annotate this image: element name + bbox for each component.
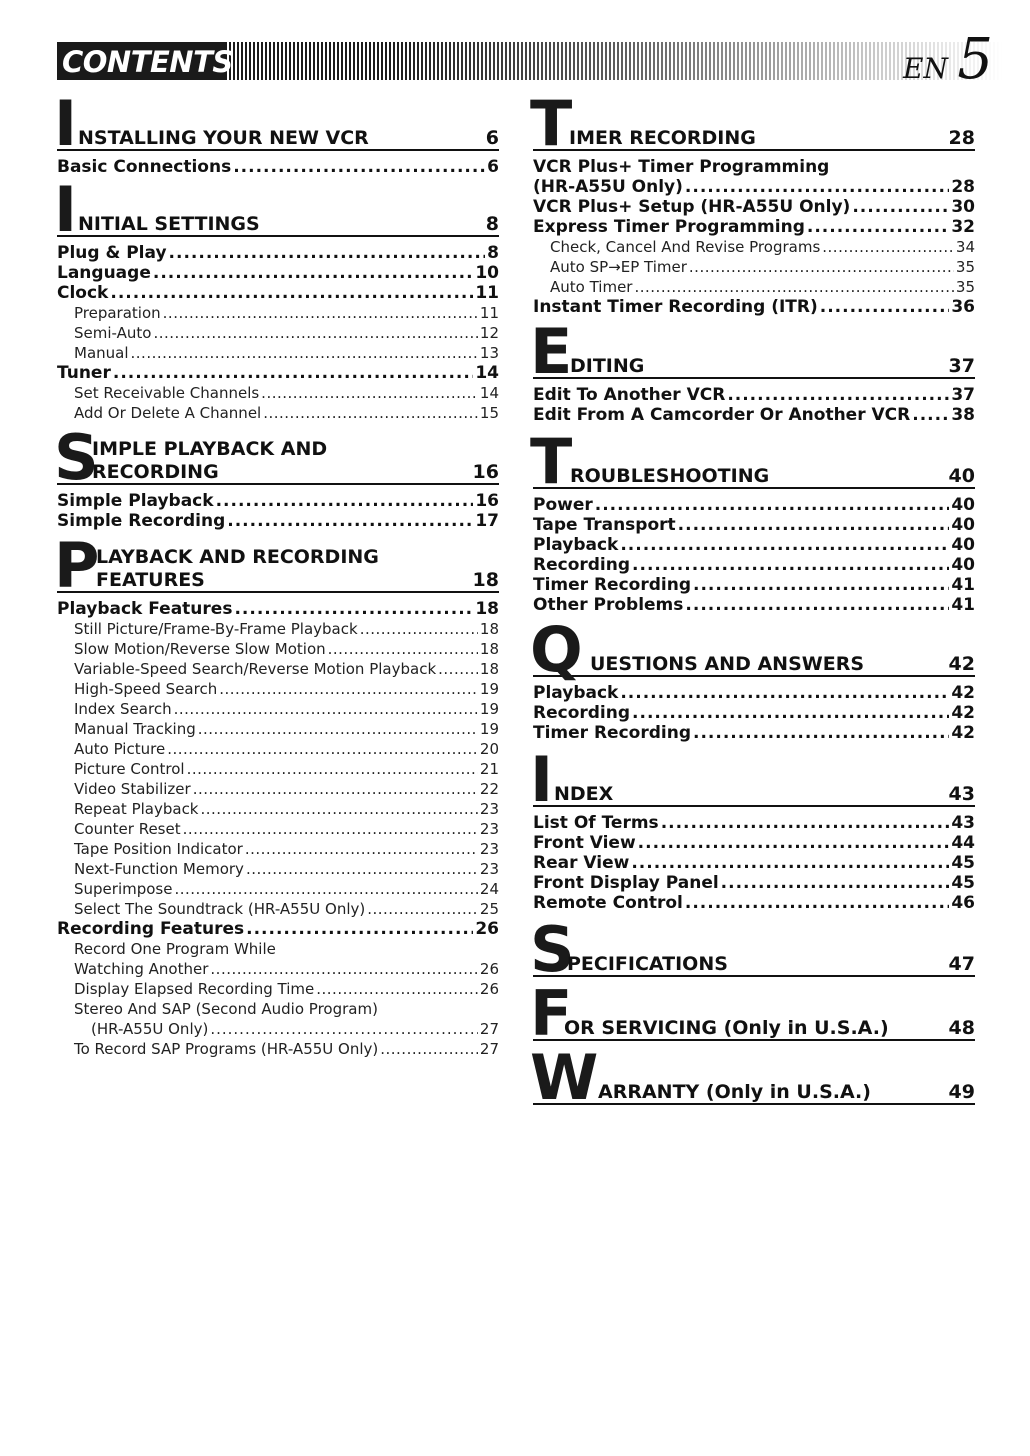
toc-entry[interactable] [57,403,499,423]
section-page-number: 48 [948,1017,975,1039]
toc-entry-label: Record One Program While [74,940,276,958]
toc-entry-label: Language [57,263,151,283]
toc-entry-page: 36 [951,297,975,317]
dot-leader [201,799,478,819]
toc-entry-page: 18 [479,660,499,678]
section-heading [530,87,975,160]
dot-leader [367,899,478,919]
dot-leader [634,277,953,297]
toc-entry-label: Playback [533,683,619,703]
toc-entry-label: Recording Features [57,919,245,939]
toc-entry-label: Auto Timer [550,278,633,296]
toc-entry-label: (HR-A55U Only) [533,177,683,197]
toc-entry[interactable] [57,599,499,619]
toc-entry-page: 44 [951,833,975,853]
toc-entry-label: Front View [533,833,636,853]
toc-entry[interactable] [57,659,499,679]
dot-leader [632,555,949,575]
toc-entry[interactable] [57,939,499,959]
section-page-number: 42 [948,653,975,675]
dot-leader [183,819,478,839]
toc-entry-page: 8 [487,243,499,263]
toc-entry-label: Display Elapsed Recording Time [74,980,315,998]
toc-entry[interactable] [533,555,975,575]
toc-entry-label: Stereo And SAP (Second Audio Program) [74,1000,378,1018]
toc-entry[interactable] [57,899,499,919]
toc-entry-page: 40 [951,555,975,575]
toc-entry-page: 34 [955,238,975,256]
toc-entry-page: 28 [951,177,975,197]
toc-entry-page: 23 [479,800,499,818]
section-page-number: 49 [948,1081,975,1103]
section-title: NDEX [554,783,614,805]
toc-entry[interactable] [533,683,975,703]
toc-entry[interactable] [533,535,975,555]
toc-entry[interactable] [57,919,499,939]
dot-leader [316,979,478,999]
section-heading [54,529,499,602]
toc-entry[interactable] [57,839,499,859]
toc-entry[interactable] [533,385,975,405]
dot-leader [153,323,477,343]
dot-leader [210,959,478,979]
toc-section [530,977,975,1050]
toc-entry-label: Select The Soundtrack (HR-A55U Only) [74,900,366,918]
toc-entry-page: 6 [487,157,499,177]
toc-entry-label: Recording [533,703,631,723]
toc-entry-label: Clock [57,283,109,303]
dot-leader [438,659,478,679]
section-initial: T [530,87,571,160]
toc-entry-page: 16 [475,491,499,511]
dot-leader [193,779,478,799]
dot-leader [163,303,478,323]
toc-entry[interactable] [57,157,499,177]
toc-entry[interactable] [57,323,499,343]
dot-leader [328,639,478,659]
toc-entry-page: 30 [951,197,975,217]
toc-section [54,173,499,423]
dot-leader [246,919,473,939]
toc-section [530,913,975,986]
toc-entry-label: Edit To Another VCR [533,385,726,405]
toc-entry[interactable] [57,343,499,363]
section-title: NITIAL SETTINGS [78,213,260,235]
section-page-number: 16 [472,461,499,483]
toc-entry-page: 26 [479,960,499,978]
section-initial: I [530,743,552,816]
section-heading [530,977,975,1050]
dot-leader [210,1019,478,1039]
dot-leader [632,703,949,723]
dot-leader [620,683,949,703]
dot-leader [807,217,949,237]
toc-entry-page: 21 [479,760,499,778]
dot-leader [693,575,949,595]
dot-leader [685,595,949,615]
section-initial: S [530,913,573,986]
dot-leader [174,699,478,719]
toc-entry[interactable] [533,197,975,217]
toc-entry-page: 23 [479,820,499,838]
toc-entry-label: Semi-Auto [74,324,152,342]
toc-entry[interactable] [57,303,499,323]
toc-entry-page: 41 [951,595,975,615]
dot-leader [678,515,950,535]
toc-entry[interactable] [57,511,499,531]
section-page-number: 28 [948,127,975,149]
toc-entry-page: 25 [479,900,499,918]
toc-entry[interactable] [533,277,975,297]
section-title: NSTALLING YOUR NEW VCR [78,127,369,149]
section-heading [530,315,975,388]
toc-entry-label: Next-Function Memory [74,860,244,878]
toc-entry-page: 40 [951,495,975,515]
toc-entry-page: 45 [951,853,975,873]
toc-entry-label: Front Display Panel [533,873,719,893]
toc-entry[interactable] [533,495,975,515]
page-title: CONTENTS [62,45,233,79]
section-title: DITING [570,355,645,377]
section-page-number: 18 [472,569,499,591]
toc-entry[interactable] [533,703,975,723]
dot-leader [263,403,478,423]
dot-leader [822,237,954,257]
toc-entry-label: Manual [74,344,129,362]
toc-entry-label: VCR Plus+ Timer Programming [533,157,830,177]
toc-entry[interactable] [57,1039,499,1059]
toc-section [530,315,975,425]
toc-entry-label: Add Or Delete A Channel [74,404,262,422]
dot-leader [233,157,485,177]
toc-section [530,425,975,615]
toc-entry-page: 12 [479,324,499,342]
toc-entry-label: Counter Reset [74,820,181,838]
toc-entry-page: 18 [479,640,499,658]
dot-leader [727,385,949,405]
dot-leader [661,813,950,833]
dot-leader [360,619,478,639]
toc-entry[interactable] [533,853,975,873]
section-page-number: 8 [485,213,499,235]
toc-entry-label: Simple Playback [57,491,214,511]
toc-entry[interactable] [533,723,975,743]
toc-entry-page: 42 [951,723,975,743]
toc-entry-label: Timer Recording [533,575,691,595]
toc-section [54,87,499,177]
toc-entry-label: (HR-A55U Only) [91,1020,209,1038]
toc-entry[interactable] [533,157,975,177]
toc-section [530,613,975,743]
toc-entry-page: 35 [955,278,975,296]
toc-entry-label: Tuner [57,363,111,383]
section-heading [530,613,975,686]
toc-entry-label: Basic Connections [57,157,232,177]
toc-entry-page: 42 [951,703,975,723]
toc-column-right [530,87,975,1114]
dot-leader [380,1039,478,1059]
toc-entry-page: 27 [479,1040,499,1058]
toc-entry-page: 24 [479,880,499,898]
section-initial: E [530,315,571,388]
toc-entry[interactable] [533,177,975,197]
toc-entry-page: 26 [475,919,499,939]
dot-leader [721,873,950,893]
toc-entry[interactable] [533,893,975,913]
dot-leader [169,243,486,263]
dot-leader [852,197,949,217]
toc-entry-label: High-Speed Search [74,680,218,698]
dot-leader [198,719,478,739]
toc-entry-label: Express Timer Programming [533,217,805,237]
toc-entry-label: VCR Plus+ Setup (HR-A55U Only) [533,197,851,217]
section-initial: W [530,1041,597,1114]
section-heading [54,173,499,246]
toc-entry[interactable] [57,619,499,639]
toc-entry-label: Power [533,495,593,515]
section-title: IMER RECORDING [569,127,756,149]
toc-entry-page: 19 [479,720,499,738]
toc-column-left [54,87,499,1065]
dot-leader [912,405,949,425]
dot-leader [245,839,478,859]
toc-entry-label: Timer Recording [533,723,691,743]
toc-entry-label: Still Picture/Frame-By-Frame Playback [74,620,358,638]
toc-entry-page: 15 [479,404,499,422]
section-heading [54,421,499,494]
toc-entry-page: 11 [475,283,499,303]
dot-leader [131,343,478,363]
toc-entry-page: 19 [479,700,499,718]
toc-entry-page: 11 [479,304,499,322]
dot-leader [261,383,478,403]
toc-entry-page: 13 [479,344,499,362]
section-heading [530,743,975,816]
toc-entry-page: 37 [951,385,975,405]
toc-section [530,743,975,913]
toc-entry[interactable] [57,799,499,819]
toc-entry-page: 14 [479,384,499,402]
toc-entry-page: 23 [479,840,499,858]
toc-entry[interactable] [57,679,499,699]
toc-entry-page: 40 [951,515,975,535]
toc-entry[interactable] [57,491,499,511]
toc-entry[interactable] [533,595,975,615]
section-heading [530,1041,975,1114]
toc-entry[interactable] [533,813,975,833]
section-initial: Q [530,613,581,686]
toc-entry-page: 20 [479,740,499,758]
toc-entry-label: Edit From A Camcorder Or Another VCR [533,405,911,425]
section-title: ROUBLESHOOTING [570,465,770,487]
toc-entry-label: Index Search [74,700,172,718]
section-title-line1: IMPLE PLAYBACK AND [92,438,328,460]
toc-entry-label: Check, Cancel And Revise Programs [550,238,821,256]
toc-entry-page: 18 [479,620,499,638]
toc-entry[interactable] [57,263,499,283]
toc-entry-label: Recording [533,555,631,575]
toc-entry-page: 41 [951,575,975,595]
dot-leader [685,177,949,197]
toc-entry-page: 40 [951,535,975,555]
toc-entry-page: 22 [479,780,499,798]
dot-leader [595,495,950,515]
toc-entry-label: To Record SAP Programs (HR-A55U Only) [74,1040,379,1058]
toc-entry[interactable] [57,979,499,999]
toc-entry-label: Auto SP→EP Timer [550,258,687,276]
toc-entry[interactable] [533,297,975,317]
toc-entry-label: Manual Tracking [74,720,196,738]
toc-entry-page: 45 [951,873,975,893]
section-title: RECORDING [92,461,219,483]
toc-section [530,87,975,317]
toc-entry[interactable] [57,383,499,403]
section-initial: I [54,173,76,246]
language-code: EN [903,52,948,85]
section-heading [530,425,975,498]
toc-entry[interactable] [57,819,499,839]
section-heading [54,87,499,160]
toc-entry[interactable] [57,699,499,719]
section-initial: I [54,87,76,160]
dot-leader [219,679,478,699]
toc-entry-label: Watching Another [74,960,209,978]
toc-entry-page: 19 [479,680,499,698]
toc-entry-label: Variable-Speed Search/Reverse Motion Playback [74,660,437,678]
toc-entry[interactable] [57,779,499,799]
section-title: ARRANTY (Only in U.S.A.) [598,1081,871,1103]
toc-entry-page: 38 [951,405,975,425]
dot-leader [216,491,474,511]
dot-leader [110,283,473,303]
toc-entry-page: 26 [479,980,499,998]
dot-leader [693,723,949,743]
section-page-number: 47 [948,953,975,975]
toc-entry[interactable] [533,237,975,257]
section-initial: S [54,421,97,494]
toc-entry[interactable] [57,739,499,759]
dot-leader [638,833,950,853]
toc-entry-page: 10 [475,263,499,283]
toc-entry-label: Superimpose [74,880,173,898]
dot-leader [234,599,473,619]
toc-entry-page: 23 [479,860,499,878]
toc-entry[interactable] [57,959,499,979]
section-page-number: 43 [948,783,975,805]
toc-entry[interactable] [57,243,499,263]
dot-leader [153,263,473,283]
toc-entry[interactable] [533,515,975,535]
toc-entry-page: 43 [951,813,975,833]
toc-entry-label: Tape Transport [533,515,676,535]
dot-leader [631,853,949,873]
dot-leader [689,257,954,277]
page-number: 5 [957,27,993,92]
toc-section [530,1041,975,1114]
section-page-number: 37 [948,355,975,377]
toc-entry[interactable] [533,405,975,425]
toc-entry-label: Plug & Play [57,243,167,263]
toc-entry[interactable] [57,999,499,1019]
toc-entry[interactable] [57,1019,499,1039]
toc-entry-label: List Of Terms [533,813,659,833]
section-page-number: 40 [948,465,975,487]
dot-leader [227,511,473,531]
toc-entry-label: Other Problems [533,595,684,615]
dot-leader [246,859,478,879]
section-page-number: 6 [485,127,499,149]
toc-entry-label: Remote Control [533,893,683,913]
toc-entry[interactable] [533,575,975,595]
section-heading [530,913,975,986]
dot-leader [685,893,949,913]
toc-entry-label: Tape Position Indicator [74,840,243,858]
dot-leader [174,879,477,899]
toc-entry-label: Set Receivable Channels [74,384,260,402]
toc-entry-page: 46 [951,893,975,913]
toc-entry-label: Picture Control [74,760,185,778]
toc-entry[interactable] [533,257,975,277]
section-title: OR SERVICING (Only in U.S.A.) [564,1017,889,1039]
toc-entry-label: Slow Motion/Reverse Slow Motion [74,640,326,658]
toc-entry-page: 18 [475,599,499,619]
toc-entry[interactable] [57,363,499,383]
section-title-line1: LAYBACK AND RECORDING [96,546,379,568]
toc-entry[interactable] [533,873,975,893]
toc-entry[interactable] [57,759,499,779]
toc-entry[interactable] [57,639,499,659]
section-title: FEATURES [96,569,205,591]
toc-entry[interactable] [533,217,975,237]
section-title: UESTIONS AND ANSWERS [590,653,865,675]
toc-entry-label: Auto Picture [74,740,166,758]
dot-leader [820,297,950,317]
toc-entry-label: Playback [533,535,619,555]
toc-entry-label: Video Stabilizer [74,780,191,798]
section-initial: T [530,425,571,498]
toc-entry-label: Simple Recording [57,511,226,531]
section-initial: F [530,977,571,1050]
toc-entry-page: 17 [475,511,499,531]
toc-entry-page: 14 [475,363,499,383]
toc-entry[interactable] [533,833,975,853]
toc-entry-label: Repeat Playback [74,800,199,818]
toc-entry-label: Playback Features [57,599,233,619]
toc-entry-label: Rear View [533,853,630,873]
toc-entry-page: 35 [955,258,975,276]
section-title: PECIFICATIONS [567,953,728,975]
dot-leader [167,739,478,759]
dot-leader [620,535,949,555]
toc-entry[interactable] [57,283,499,303]
toc-section [54,421,499,531]
dot-leader [187,759,478,779]
toc-entry-label: Instant Timer Recording (ITR) [533,297,818,317]
dot-leader [113,363,473,383]
toc-entry[interactable] [57,719,499,739]
toc-section [54,529,499,1059]
toc-entry[interactable] [57,859,499,879]
toc-entry-page: 27 [479,1020,499,1038]
toc-entry-page: 42 [951,683,975,703]
section-initial: P [54,529,98,602]
toc-entry-label: Preparation [74,304,161,322]
toc-entry-page: 32 [951,217,975,237]
toc-entry[interactable] [57,879,499,899]
